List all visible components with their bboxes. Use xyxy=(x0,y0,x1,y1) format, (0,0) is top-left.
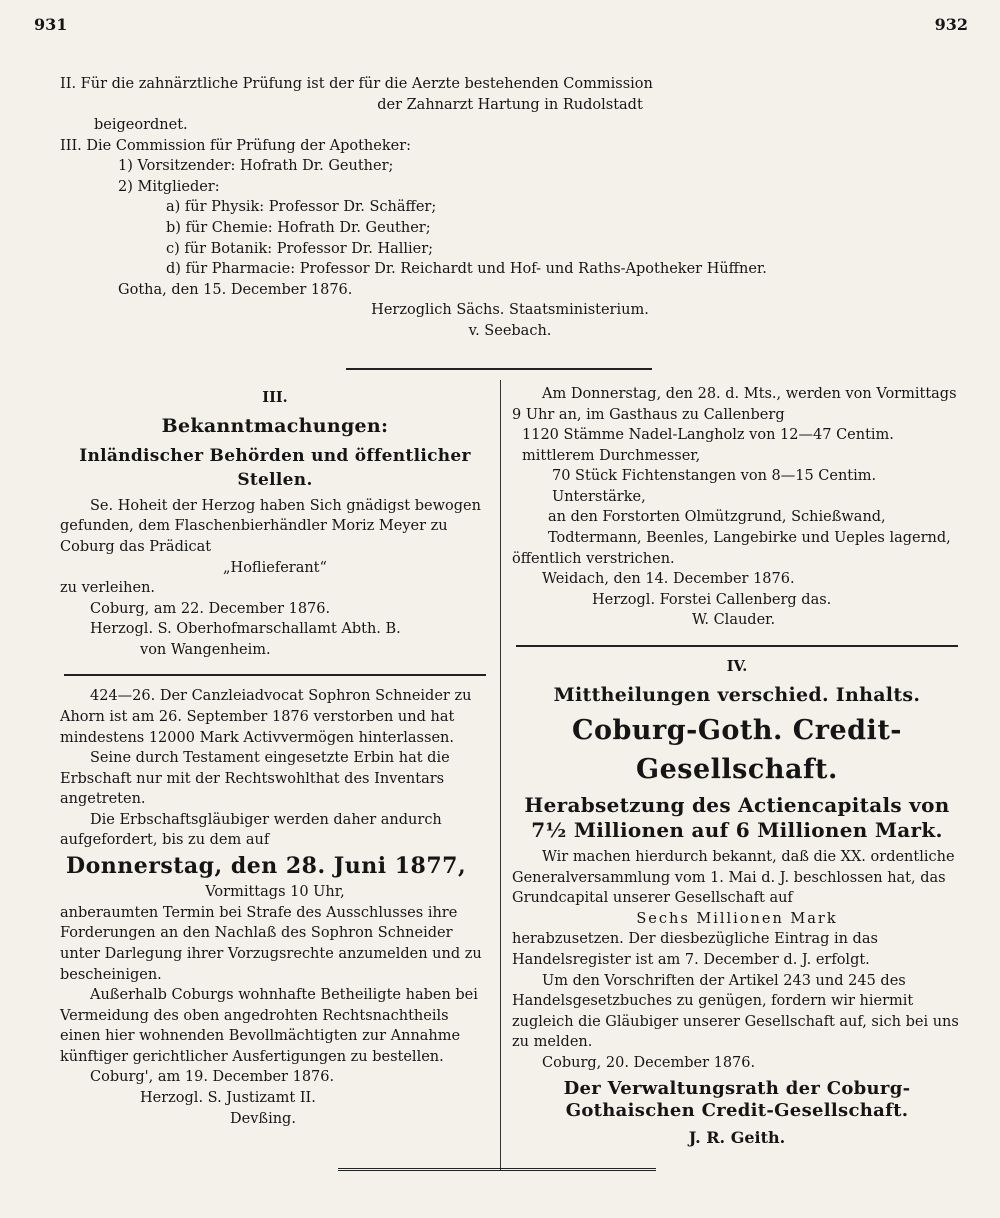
text-line: a) für Physik: Professor Dr. Schäffer; xyxy=(166,199,437,216)
left-column xyxy=(60,384,490,1129)
section-number: III. xyxy=(262,389,288,406)
text-line: c) für Botanik: Professor Dr. Hallier; xyxy=(166,240,434,257)
text-line: 1) Vorsitzender: Hofrath Dr. Geuther; xyxy=(118,158,394,175)
paragraph: Wir machen hierdurch bekannt, daß die XX. ordentliche Generalversammlung vom 1. Mai d. J. beschlossen hat, das Grundcapital unserer Gesellschaft auf xyxy=(512,849,955,907)
text-line: II. Für die zahnärztliche Prüfung ist der für die Aerzte bestehenden Commission xyxy=(60,76,653,92)
paragraph: Außerhalb Coburgs wohnhafte Betheiligte haben bei Vermeidung des oben angedrohten Rechtsnachtheils einen hier wohnenden Bevollmächtigten zur Annahme künftiger gerichtlicher Ausfertigungen zu bestellen. xyxy=(60,987,478,1065)
paragraph: Herzogl. S. Oberhofmarschallamt Abth. B. xyxy=(90,621,401,638)
text-line: III. Die Commission für Prüfung der Apotheker: xyxy=(60,137,412,154)
column-divider xyxy=(500,380,501,1170)
divider xyxy=(346,368,652,370)
headline: Herabsetzung des Actiencapitals von 7½ Millionen auf 6 Millionen Mark. xyxy=(524,793,950,843)
section-number: IV. xyxy=(726,657,748,675)
paragraph: Coburg', am 19. December 1876. xyxy=(90,1069,335,1086)
paragraph: zu verleihen. xyxy=(60,580,156,597)
paragraph: 424—26. Der Canzleiadvocat Sophron Schneider zu Ahorn ist am 26. September 1876 verstorben und hat mindestens 12000 Mark Activvermögen hinterlassen. xyxy=(60,688,472,746)
text-line: Gotha, den 15. December 1876. xyxy=(118,281,353,298)
paragraph: Seine durch Testament eingesetzte Erbin hat die Erbschaft nur mit der Rechtswohlthat des Inventars angetreten. xyxy=(60,750,450,808)
section-title: Mittheilungen verschied. Inhalts. xyxy=(553,683,921,706)
board-name: Der Verwaltungsrath der Coburg-Gothaischen Credit-Gesellschaft. xyxy=(563,1077,911,1121)
top-section xyxy=(60,74,960,342)
paragraph: Weidach, den 14. December 1876. xyxy=(542,571,795,588)
bottom-divider xyxy=(338,1168,656,1171)
text-line: beigeordnet. xyxy=(94,117,188,134)
signature: J. R. Geith. xyxy=(688,1127,786,1147)
paragraph: Coburg, 20. December 1876. xyxy=(542,1054,756,1071)
text-line: Herzoglich Sächs. Staatsministerium. xyxy=(371,302,649,319)
divider xyxy=(516,645,958,647)
text-line: v. Seebach. xyxy=(468,322,552,339)
paragraph: Am Donnerstag, den 28. d. Mts., werden von Vormittags 9 Uhr an, im Gasthaus zu Callenberg xyxy=(512,386,957,423)
signature: von Wangenheim. xyxy=(140,641,271,658)
paragraph: herabzusetzen. Der diesbezügliche Eintrag in das Handelsregister ist am 7. December d. J. erfolgt. xyxy=(512,931,878,969)
amount: Sechs Millionen Mark xyxy=(636,910,838,927)
paragraph: Herzogl. Forstei Callenberg das. xyxy=(592,591,832,608)
paragraph: öffentlich verstrichen. xyxy=(512,550,675,567)
date-heading: Donnerstag, den 28. Juni 1877, xyxy=(66,853,467,880)
paragraph: Um den Vorschriften der Artikel 243 und 245 des Handelsgesetzbuches zu genügen, fordern wir hiermit zugleich die Gläubiger unserer Gesellschaft auf, sich bei uns zu melden. xyxy=(512,972,959,1051)
paragraph: Vormittags 10 Uhr, xyxy=(205,884,345,901)
paragraph: 70 Stück Fichtenstangen von 8—15 Centim. Unterstärke, xyxy=(552,468,877,505)
text-line: d) für Pharmacie: Professor Dr. Reichardt und Hof- und Raths-Apotheker Hüffner. xyxy=(166,261,767,278)
text-line: 2) Mitglieder: xyxy=(118,178,220,195)
paragraph: Coburg, am 22. December 1876. xyxy=(90,600,331,617)
section-subtitle: Inländischer Behörden und öffentlicher Stellen. xyxy=(79,445,471,490)
right-column xyxy=(512,384,962,1153)
paragraph: Herzogl. S. Justizamt II. xyxy=(140,1090,316,1107)
paragraph: Die Erbschaftsgläubiger werden daher andurch aufgefordert, bis zu dem auf xyxy=(60,811,442,849)
company-name: Coburg-Goth. Credit-Gesellschaft. xyxy=(572,715,902,785)
paragraph: an den Forstorten Olmützgrund, Schießwand, Todtermann, Beenles, Langebirke und Ueples lagernd, xyxy=(548,509,951,547)
paragraph: anberaumten Termin bei Strafe des Ausschlusses ihre Forderungen an den Nachlaß des Sophron Schneider unter Darlegung ihrer Vorzugsrechte anzumelden und zu bescheinigen. xyxy=(60,904,482,983)
signature: Devßing. xyxy=(230,1110,296,1127)
page-number-left: 931 xyxy=(34,15,68,34)
paragraph: „Hoflieferant“ xyxy=(223,559,327,576)
divider xyxy=(64,674,486,676)
paragraph: Se. Hoheit der Herzog haben Sich gnädigst bewogen gefunden, dem Flaschenbierhändler Moriz Meyer zu Coburg das Prädicat xyxy=(60,497,481,555)
text-line: b) für Chemie: Hofrath Dr. Geuther; xyxy=(166,220,431,237)
page-number-right: 932 xyxy=(934,15,968,34)
signature: W. Clauder. xyxy=(692,612,776,629)
paragraph: 1120 Stämme Nadel-Langholz von 12—47 Centim. mittlerem Durchmesser, xyxy=(522,427,894,464)
section-title: Bekanntmachungen: xyxy=(161,414,389,437)
text-line: der Zahnarzt Hartung in Rudolstadt xyxy=(377,96,643,113)
